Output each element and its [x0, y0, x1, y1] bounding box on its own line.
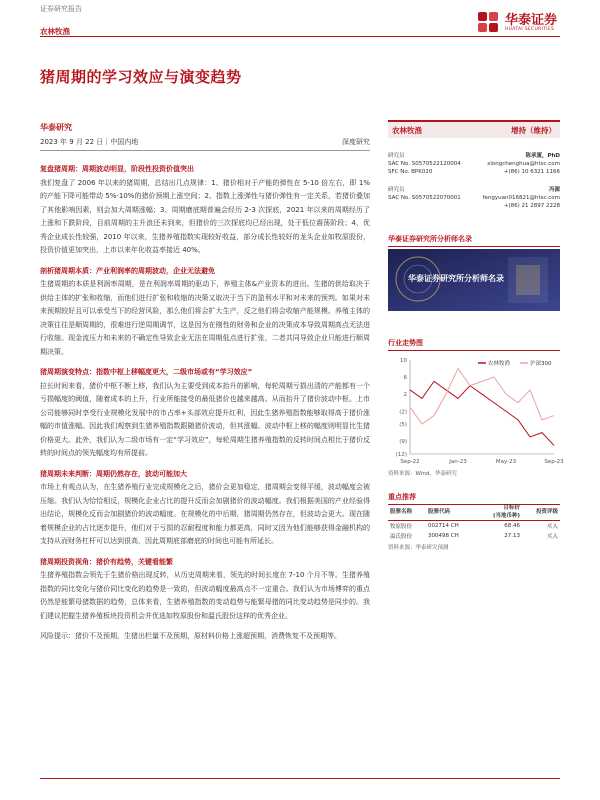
y-tick-label: 2 — [403, 392, 407, 399]
col-header: 投资评级 — [522, 502, 560, 521]
paragraph — [40, 556, 370, 624]
report-type: 证券研究报告 — [40, 5, 82, 13]
page-footer — [40, 778, 560, 783]
directory-heading: 华泰证券研究所分析师名录 — [388, 234, 560, 247]
paragraph — [40, 265, 370, 360]
paragraph-text: 市场上有观点认为，在生猪养殖行业完成规模化之后，猪价会更加稳定，猪周期会变得平缓，波动幅度会被压缩。我们认为恰恰相反，规模化企业占比的提升反而会加剧猪价的波动幅度。我们根据美国的产业经验得出结论，规模化反而会加剧猪价的波动幅度。在规模化的中后期，猪周期仍然存在，但波动会更大。现在随着规模企业的占比逐步提升，他们对于亏损的忍耐程度和能力都更高，同时又因为他们能够获得金融机构的支持从而财务杠杆可以达到很高，因此周期底部磨底的时间也可能有所延长。 — [40, 483, 370, 545]
header-rule — [40, 36, 560, 37]
date-line: 2023 年 9 月 22 日｜中国内地 深度研究 — [40, 138, 370, 146]
table-row — [388, 531, 560, 541]
analyst-sac: SAC No. S0570522120004 — [388, 161, 461, 167]
paragraph-text: 生猪周期的本质是利润率周期，是在利润率周期的驱动下，养殖主体&产业资本的进出。生猪的供给取决于供给主体的扩张和收缩，而他们进行扩张和收缩的决策又取决于当下的盈利水平和对未来的预判。如果对未来预期较好且可以承受当下的经营风险，那么他们将会扩大生产，反之他们将会收缩产能规模。养殖主体的决策往往是顺周期的，很难进行逆周期调节，这是因为在刚性的财务和企业的决策成本导致周期高点无法进行收缩。现金流压力和未来的不确定性导致企业无法在周期低点进行扩张，二者共同导致企业只能进行顺周期决策。 — [40, 280, 370, 356]
target-price: 27.13 — [504, 533, 520, 539]
analyst-role: 研究员 — [388, 187, 405, 193]
col-header: 股票名称 — [388, 502, 426, 521]
trend-chart — [388, 352, 564, 470]
col-header: 目标价 (当地币种) — [477, 502, 522, 521]
analyst-role: 研究员 — [388, 153, 405, 159]
picks-table — [388, 502, 560, 541]
paragraph — [40, 163, 370, 258]
y-tick-label: (12) — [395, 452, 407, 458]
x-tick-label: May-23 — [495, 459, 517, 465]
sidebar-sector: 农林牧渔 — [392, 125, 422, 135]
report-body — [40, 163, 370, 651]
directory-banner[interactable] — [388, 249, 560, 311]
investment-rating: 买入 — [546, 534, 558, 540]
y-tick-label: 10 — [400, 358, 407, 364]
paragraph-heading: 复盘猪周期：周期波动明显，阶段性投资价值突出 — [40, 165, 194, 173]
paragraph-text: 拉长时间来看，猪价中枢不断上移，我们认为主要受到成本抬升的影响，每轮周期亏损出清的产能都有一个亏损幅度的阈值，随着成本的上升，行业所能接受的最低猪价也越来越高。从而抬升了猪价波动中枢。上市公司能够同时享受行业规模化发展中的市占率+头部效应提升红利，因此生猪养殖指数能够取得高于猪价涨幅的市值涨幅。因此我们观察到生猪养殖指数跟随猪价波动，但其涨幅、波动中枢上移的幅度则明显比生猪价格更大。此外，我们认为二级市场有一定“学习效应”，每轮周期生猪养殖指数的反转时间点相比于猪价反转的时间点的领先幅度均有所提前。 — [40, 381, 370, 457]
report-title: 猪周期的学习效应与演变趋势 — [40, 68, 242, 86]
stock-name: 温氏股份 — [390, 534, 413, 540]
investment-rating: 买入 — [546, 524, 558, 530]
y-tick-label: (5) — [399, 422, 407, 429]
trend-heading: 行业走势图 — [388, 338, 560, 351]
series-line — [410, 369, 554, 425]
analyst-sac: SAC No. S0570522070001 — [388, 195, 461, 201]
y-tick-label: (2) — [399, 409, 407, 416]
stock-name: 牧原股份 — [390, 524, 413, 530]
series-line — [410, 381, 554, 445]
legend-label: 农林牧渔 — [488, 361, 511, 367]
paragraph-heading: 剖析猪周期本质：产业利润率的周期波动，企业无法避免 — [40, 266, 215, 275]
banner-text: 华泰证券研究所分析师名录 — [408, 274, 504, 283]
paragraph-text: 生猪养殖指数会领先于生猪价格出现反转，从历史周期来看，领先的时间长度在 7-10 个月不等。生猪养殖指数的同比变化与猪价同比变化的趋势是一致的，但波动幅度最高点不一定重合。我们认为市场博弈的重点仍然是能繁母猪数据的趋势，总体来看，生猪养殖指数的变动趋势与能繁母猪的同比变动趋势是同步的。我们建议把握生猪养殖板块投资机会并优选如牧原股份和温氏股份这样的优秀企业。 — [40, 571, 370, 620]
paragraph-heading: 猪周期未来判断：周期仍然存在，波动可能加大 — [40, 469, 187, 478]
x-tick-label: Sep-22 — [400, 459, 420, 465]
report-region: 中国内地 — [110, 138, 139, 146]
trend-chart-svg — [388, 352, 564, 470]
picks-heading: 重点推荐 — [388, 492, 560, 505]
col-header: 股票代码 — [426, 502, 477, 521]
y-tick-label: (9) — [399, 439, 407, 446]
stock-code: 002714 CH — [427, 523, 459, 529]
paragraph-heading: 猪周期投资视角：猪价有趋势，关键看能繁 — [40, 557, 173, 566]
paragraph-text: 风险提示：猪价不及预期，生猪出栏量不及预期，原材料价格上涨超预期，消费恢复不及预期等。 — [40, 632, 341, 640]
logo-mark-icon — [478, 12, 500, 34]
rating-bar — [388, 120, 560, 138]
brand-logo — [478, 12, 557, 34]
analyst-phone: +(86) 10 6321 1166 — [503, 169, 560, 175]
picks-table-wrap — [388, 502, 560, 551]
paragraph-text: 我们复盘了 2006 年以来的猪周期，总结出几点规律：1、猪价相对于产能的弹性在 5-10 倍左右，即 1%的产能下降可能带动 5%-10%的猪价预期上涨空间；2、指数上涨弹性与猪价弹性有一定关系，若猪价叠加了其他影响因素，则会加大周期涨幅；3、周期磨底期普遍会经历 2-3 次探底，2021 年以来的周期经历了上涨和下跌阶段，目前周期的主升浪还未到来，但猪价的三次探底均已经出现，处于低位震荡阶段；4、优秀企业成长性较强，2010 年以来，生猪养殖指数实现较好收益，部分成长性较好的龙头企业如牧原股份，投资价值更加突出，上市以来年化收益率接近 40%。 — [40, 178, 370, 254]
target-price: 68.46 — [504, 523, 520, 529]
date-rule — [40, 150, 370, 151]
logo-subtitle: HUATAI SECURITIES — [505, 27, 555, 32]
legend-label: 沪深300 — [530, 361, 552, 367]
analyst-sfc: SFC No. BPK020 — [388, 169, 433, 175]
analyst-block — [388, 152, 560, 210]
risk-paragraph — [40, 630, 370, 644]
trend-source: 资料来源：Wind，华泰研究 — [388, 471, 457, 477]
y-tick-label: 6 — [403, 375, 407, 382]
report-kind: 深度研究 — [342, 138, 370, 146]
paragraph-heading: 猪周期演变特点：指数中枢上移幅度更大，二级市场或有“学习效应” — [40, 368, 253, 376]
picks-source: 资料来源：华泰研究预测 — [388, 545, 449, 551]
paragraph — [40, 468, 370, 549]
analyst-name: 陈承厦，PhD — [525, 153, 560, 159]
logo-name: 华泰证券 — [505, 13, 558, 28]
analyst-name: 冯源 — [548, 187, 560, 193]
table-row — [388, 521, 560, 532]
sector-label: 农林牧渔 — [40, 27, 70, 36]
rating-value: 增持（维持） — [511, 125, 556, 135]
analyst-email[interactable]: fengyuan016821@htsc.com — [482, 195, 560, 201]
analyst-email[interactable]: xiongchenghua@htsc.com — [487, 161, 560, 167]
report-date: 2023 年 9 月 22 日 — [40, 138, 104, 146]
table-header-row — [388, 502, 560, 521]
x-tick-label: Sep-23 — [544, 459, 564, 465]
research-dept: 华泰研究 — [40, 123, 72, 132]
analyst-phone: +(86) 21 2897 2228 — [503, 203, 560, 209]
stock-code: 300498 CH — [427, 533, 459, 539]
x-tick-label: Jan-23 — [449, 459, 467, 465]
paragraph — [40, 366, 370, 461]
